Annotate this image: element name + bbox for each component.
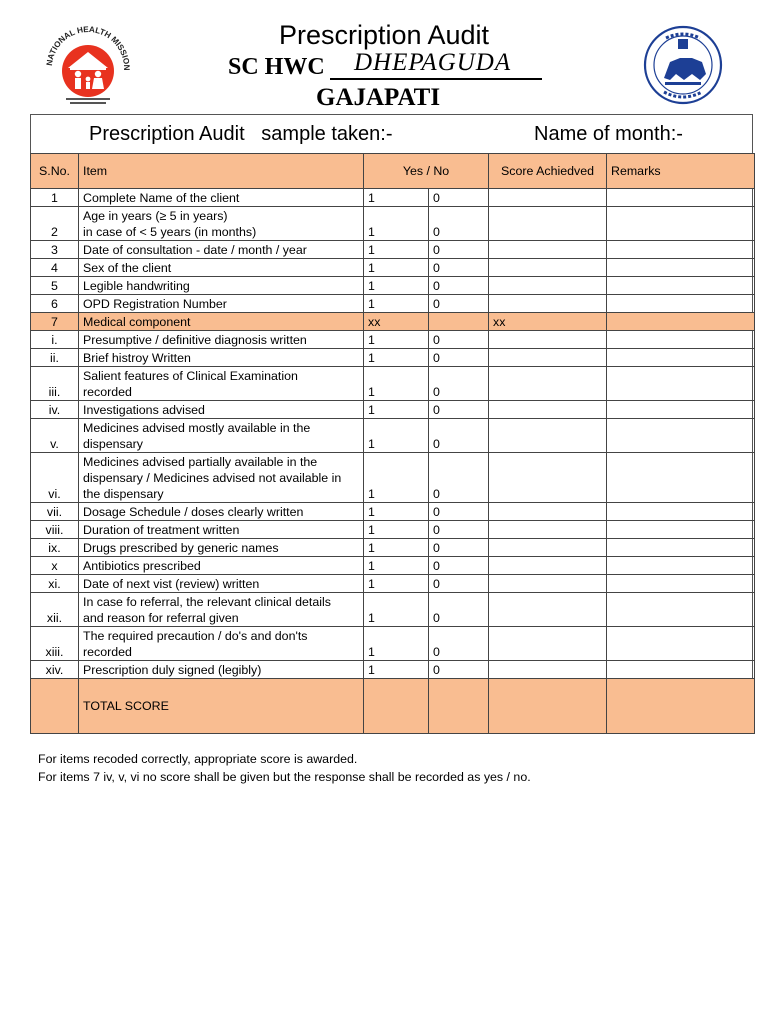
cell-score [489,277,607,295]
hwc-label: SC HWC [228,54,325,80]
cell-no: 0 [429,277,489,295]
cell-score [489,575,607,593]
table-row [31,557,755,575]
cell-no: 0 [429,521,489,539]
cell-yes: 1 [364,521,429,539]
cell-no: 0 [429,575,489,593]
cell-sno [31,679,79,734]
header-score: Score Achiedved [489,154,607,189]
cell-score [489,661,607,679]
cell-yes: 1 [364,331,429,349]
total-score-label: TOTAL SCORE [79,679,364,734]
cell-yes: 1 [364,401,429,419]
cell-no [429,679,489,734]
cell-score [489,259,607,277]
cell-remarks [607,259,755,277]
cell-yes: 1 [364,557,429,575]
table-body [31,189,755,734]
cell-item: Antibiotics prescribed [79,557,364,575]
cell-yes: 1 [364,367,429,401]
cell-score [489,241,607,259]
cell-sno: v. [31,419,79,453]
cell-no: 0 [429,331,489,349]
audit-table [30,153,755,734]
table-row [31,259,755,277]
cell-item: Age in years (≥ 5 in years) in case of < 5 years (in months) [79,207,364,241]
cell-item: Duration of treatment written [79,521,364,539]
sample-taken-label: Prescription Audit sample taken:- [89,123,393,145]
cell-score [489,593,607,627]
cell-remarks [607,189,755,207]
cell-yes: 1 [364,503,429,521]
table-row [31,521,755,539]
cell-item: Salient features of Clinical Examination recorded [79,367,364,401]
cell-item: Medicines advised mostly available in the dispensary [79,419,364,453]
cell-yes: 1 [364,349,429,367]
footnotes [38,750,531,786]
cell-item: The required precaution / do's and don'ts recorded [79,627,364,661]
hwc-name-handwritten: DHEPAGUDA [354,49,512,76]
cell-yes: 1 [364,627,429,661]
cell-remarks [607,679,755,734]
cell-item: Medical component [79,313,364,331]
cell-no: 0 [429,259,489,277]
table-row [31,331,755,349]
cell-remarks [607,401,755,419]
cell-remarks [607,313,755,331]
cell-sno: 1 [31,189,79,207]
cell-item: Drugs prescribed by generic names [79,539,364,557]
cell-score [489,521,607,539]
cell-sno: viii. [31,521,79,539]
logo-arc-text: NATIONAL HEALTH MISSION [44,24,132,71]
cell-sno: xiii. [31,627,79,661]
cell-sno: xiv. [31,661,79,679]
cell-remarks [607,593,755,627]
cell-item: Prescription duly signed (legibly) [79,661,364,679]
cell-item: Medicines advised partially available in the dispensary / Medicines advised not available in the dispensary [79,453,364,503]
cell-item: Complete Name of the client [79,189,364,207]
table-row [31,539,755,557]
cell-item: Date of next vist (review) written [79,575,364,593]
table-row [31,295,755,313]
cell-remarks [607,367,755,401]
cell-score [489,367,607,401]
cell-remarks [607,419,755,453]
cell-no: 0 [429,401,489,419]
header-sno: S.No. [31,154,79,189]
cell-yes: 1 [364,419,429,453]
cell-yes: 1 [364,241,429,259]
cell-item: OPD Registration Number [79,295,364,313]
cell-score [489,453,607,503]
cell-score [489,331,607,349]
cell-yes: 1 [364,277,429,295]
cell-no: 0 [429,593,489,627]
cell-sno: vi. [31,453,79,503]
cell-yes: 1 [364,593,429,627]
cell-sno: ii. [31,349,79,367]
cell-yes: xx [364,313,429,331]
cell-remarks [607,539,755,557]
cell-score [489,539,607,557]
header-yes-no: Yes / No [364,154,489,189]
cell-score [489,557,607,575]
cell-remarks [607,207,755,241]
cell-item: Date of consultation - date / month / year [79,241,364,259]
cell-remarks [607,241,755,259]
cell-remarks [607,627,755,661]
table-header-row [31,154,755,189]
table-row [31,503,755,521]
table-row [31,627,755,661]
cell-no: 0 [429,503,489,521]
cell-no: 0 [429,295,489,313]
cell-yes [364,679,429,734]
cell-item: Investigations advised [79,401,364,419]
header-remarks: Remarks [607,154,755,189]
cell-yes: 1 [364,453,429,503]
table-row [31,367,755,401]
table-row [31,593,755,627]
table-row [31,419,755,453]
cell-sno: 3 [31,241,79,259]
cell-sno: 2 [31,207,79,241]
footnote-line: For items recoded correctly, appropriate score is awarded. [38,752,358,766]
cell-yes: 1 [364,539,429,557]
hwc-underline [330,78,542,80]
cell-remarks [607,661,755,679]
table-row [31,401,755,419]
cell-item: Legible handwriting [79,277,364,295]
cell-no: 0 [429,661,489,679]
table-row [31,207,755,241]
form-caption [31,115,752,155]
cell-remarks [607,331,755,349]
cell-sno: vii. [31,503,79,521]
cell-remarks [607,575,755,593]
total-score-row [31,679,755,734]
cell-remarks [607,557,755,575]
cell-yes: 1 [364,575,429,593]
cell-item: In case fo referral, the relevant clinical details and reason for referral given [79,593,364,627]
national-health-mission-logo [40,22,136,112]
cell-remarks [607,503,755,521]
cell-no: 0 [429,367,489,401]
cell-sno: ix. [31,539,79,557]
cell-yes: 1 [364,295,429,313]
cell-yes: 1 [364,661,429,679]
cell-score: xx [489,313,607,331]
cell-no: 0 [429,539,489,557]
cell-no: 0 [429,349,489,367]
cell-yes: 1 [364,259,429,277]
table-row [31,349,755,367]
cell-sno: x [31,557,79,575]
cell-no: 0 [429,453,489,503]
cell-score [489,189,607,207]
header-item: Item [79,154,364,189]
cell-no: 0 [429,419,489,453]
table-row [31,453,755,503]
cell-score [489,349,607,367]
cell-remarks [607,453,755,503]
cell-sno: 6 [31,295,79,313]
cell-remarks [607,521,755,539]
cell-no [429,313,489,331]
page-header [0,0,768,112]
table-row [31,661,755,679]
table-row [31,575,755,593]
table-row [31,189,755,207]
cell-remarks [607,349,755,367]
cell-remarks [607,295,755,313]
cell-remarks [607,277,755,295]
table-row [31,241,755,259]
cell-sno: iii. [31,367,79,401]
cell-sno: 4 [31,259,79,277]
odisha-emblem [640,24,726,106]
page-title: Prescription Audit [278,20,490,50]
cell-no: 0 [429,207,489,241]
cell-score [489,295,607,313]
cell-sno: xi. [31,575,79,593]
cell-score [489,207,607,241]
cell-score [489,401,607,419]
cell-item: Brief histroy Written [79,349,364,367]
cell-yes: 1 [364,189,429,207]
footnote-line: For items 7 iv, v, vi no score shall be given but the response shall be recorded as yes / no. [38,770,531,784]
cell-sno: xii. [31,593,79,627]
cell-sno: 7 [31,313,79,331]
cell-score [489,627,607,661]
cell-sno: 5 [31,277,79,295]
cell-no: 0 [429,557,489,575]
cell-item: Dosage Schedule / doses clearly written [79,503,364,521]
cell-item: Presumptive / definitive diagnosis written [79,331,364,349]
cell-score [489,503,607,521]
cell-yes: 1 [364,207,429,241]
table-row [31,313,755,331]
hwc-field [226,49,546,82]
district-name: GAJAPATI [316,84,441,111]
cell-no: 0 [429,241,489,259]
cell-sno: i. [31,331,79,349]
cell-score [489,419,607,453]
cell-item: Sex of the client [79,259,364,277]
cell-no: 0 [429,189,489,207]
table-row [31,277,755,295]
cell-score [489,679,607,734]
cell-no: 0 [429,627,489,661]
month-label: Name of month:- [534,123,683,145]
cell-sno: iv. [31,401,79,419]
